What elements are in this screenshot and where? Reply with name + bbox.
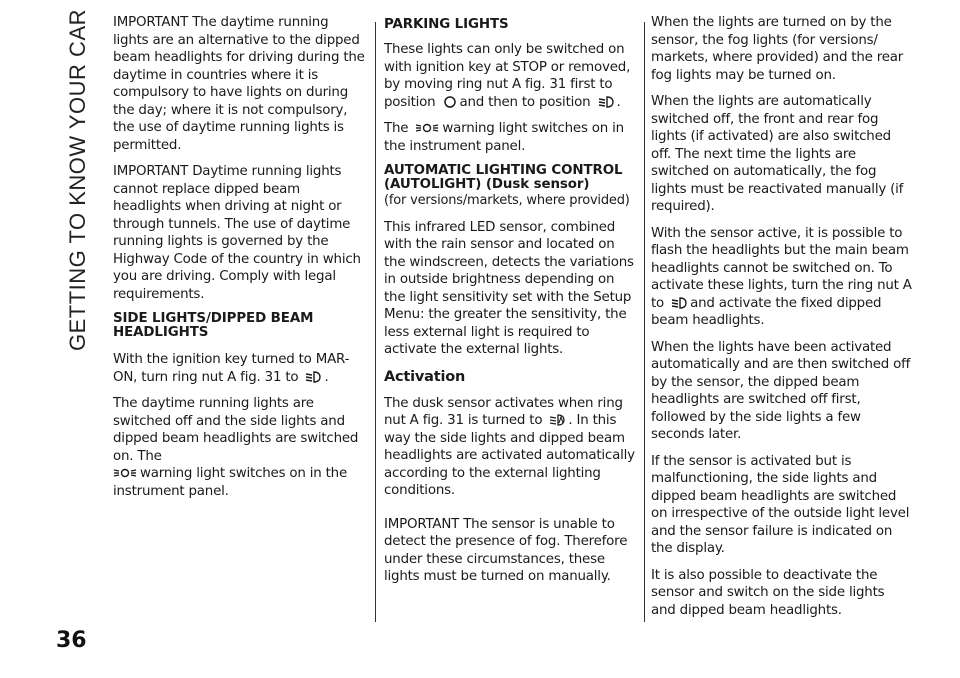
paragraph-drl-switched-off: The daytime running lights are switched off and the side lights and dipped beam headlights are switched on. The warning light switches on in the instrument panel.: [113, 396, 359, 499]
paragraph-lights-auto-off: When the lights are automatically switched off, the front and rear fog lights (if activated) are also switched off. The next time the lights are switched on automatically, the fog lights must be reactivated manually (if required).: [651, 94, 904, 214]
page-number: 36: [56, 628, 87, 653]
subheading-activation: Activation: [384, 368, 466, 385]
chapter-title-text: GETTING TO KNOW YOUR CAR: [65, 8, 91, 352]
column-divider: [644, 22, 645, 622]
side-lights-warning-icon: [415, 121, 439, 135]
section-heading-side-lights: SIDE LIGHTS/DIPPED BEAM HEADLIGHTS: [113, 311, 314, 340]
column-divider: [375, 22, 376, 622]
low-beam-indicator-icon: [598, 95, 614, 109]
paragraph-sensor-active: With the sensor active, it is possible to flash the headlights but the main beam headlights cannot be switched on. To activate these lights, turn the ring nut A to and activate the fixed dipped beam headlights.: [651, 225, 912, 328]
section-heading-autolight: AUTOMATIC LIGHTING CONTROL (AUTOLIGHT) (Dusk sensor): [384, 163, 623, 192]
paragraph-fog-lights-on: When the lights are turned on by the sensor, the fog lights (for versions/ markets, where provided) and the rear fog lights may be turned on.: [651, 15, 904, 83]
paragraph-turn-ring-nut: With the ignition key turned to MAR-ON, turn ring nut A fig. 31 to .: [113, 352, 350, 385]
paragraph-warning-light: The warning light switches on in the instrument panel.: [384, 121, 624, 154]
chapter-side-title: [58, 8, 98, 352]
column-3: [651, 14, 913, 628]
paragraph-switch-off-order: When the lights have been activated automatically and are then switched off by the sensor, the dipped beam headlights are switched off first, followed by the side lights a few seconds later.: [651, 339, 911, 442]
low-beam-indicator-icon: [671, 296, 687, 310]
important-note-fog: IMPORTANT The sensor is unable to detect the presence of fog. Therefore under these circumstances, these lights must be turned on manually.: [384, 516, 628, 584]
important-note-drl-replace: IMPORTANT Daytime running lights cannot replace dipped beam headlights when driving at night or through tunnels. The use of daytime running lights is governed by the Highway Code of the country in which you are driving. Comply with legal requirements.: [113, 164, 361, 302]
paragraph-deactivate-sensor: It is also possible to deactivate the sensor and switch on the side lights and dipped beam headlights.: [651, 567, 885, 618]
column-2: [384, 14, 636, 595]
paragraph-dusk-activation: The dusk sensor activates when ring nut A fig. 31 is turned to . In this way the side lights and dipped beam headlights are activated automatically according to the external lighting conditions.: [384, 395, 635, 498]
section-heading-parking-lights: PARKING LIGHTS: [384, 17, 509, 32]
important-note-drl-alternative: IMPORTANT The daytime running lights are an alternative to the dipped beam headlights for driving during the daytime in countries where it is compulsory to have lights on during the day; where it is not compulsory, the use of daytime running lights is permitted.: [113, 15, 365, 153]
paragraph-parking-lights: These lights can only be switched on with ignition key at STOP or removed, by moving ring nut A fig. 31 first to position and then to position .: [384, 42, 631, 110]
side-lights-warning-icon: [113, 466, 137, 480]
column-1: [113, 14, 367, 509]
auto-light-icon: [549, 413, 565, 427]
paragraph-infrared-sensor: This infrared LED sensor, combined with the rain sensor and located on the windscreen, detects the variations in outside brightness depending on the light sensitivity set with the Setup Menu: the greater the sensitivity, the less external light is required to activate the external lights.: [384, 219, 634, 357]
paragraph-sensor-malfunction: If the sensor is activated but is malfunctioning, the side lights and dipped beam headlights are switched on irrespective of the outside light level and the sensor failure is indicated on the display.: [651, 453, 910, 556]
low-beam-indicator-icon: [305, 370, 321, 384]
versions-note: (for versions/markets, where provided): [384, 193, 630, 208]
off-position-icon: [443, 95, 457, 109]
